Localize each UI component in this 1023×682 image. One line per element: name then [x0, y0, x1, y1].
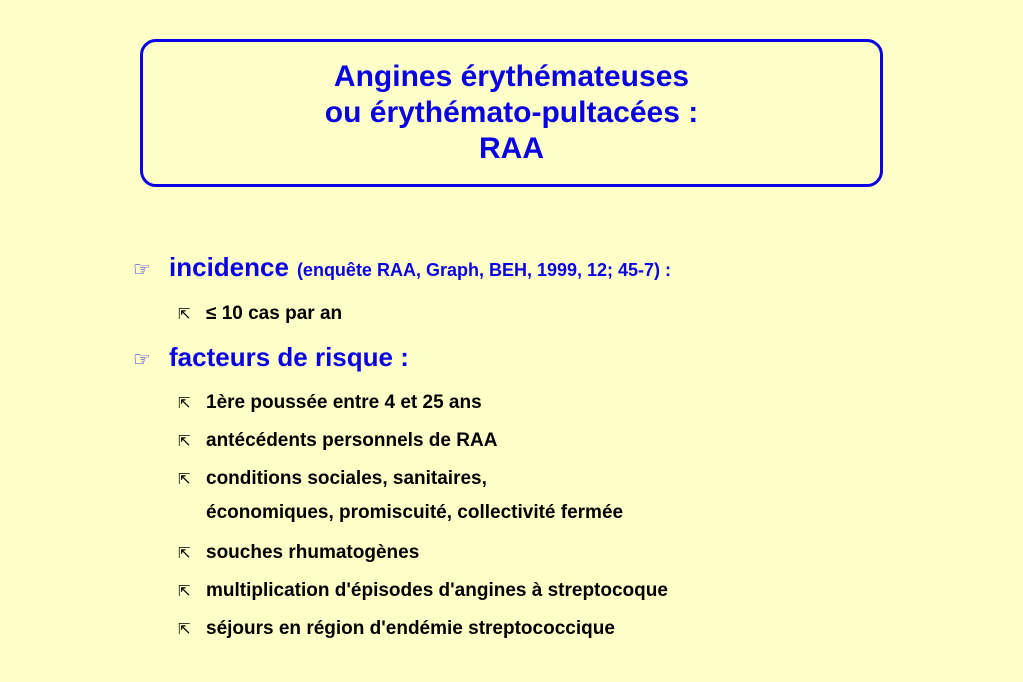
diagonal-arrow-icon: ⇱: [178, 621, 191, 638]
diagonal-arrow-icon: ⇱: [178, 583, 191, 600]
list-item: [178, 574, 668, 609]
list-item-text: ≤ 10 cas par an: [206, 303, 343, 324]
title-line-1: Angines érythémateuses: [333, 60, 690, 93]
diagonal-arrow-icon: ⇱: [178, 545, 191, 562]
section-incidence: [133, 252, 671, 283]
list-item-line-2: économiques, promiscuité, collectivité fermée: [206, 502, 624, 523]
diagonal-arrow-icon: ⇱: [178, 433, 191, 450]
pointing-hand-icon: ☞: [133, 349, 151, 371]
section-risk-factors: [133, 342, 409, 373]
list-item-text: antécédents personnels de RAA: [206, 430, 498, 451]
section-note: (enquête RAA, Graph, BEH, 1999, 12; 45-7) :: [296, 260, 672, 280]
list-item-text: 1ère poussée entre 4 et 25 ans: [206, 392, 482, 413]
section-heading: facteurs de risque :: [169, 342, 409, 372]
title-line-3: RAA: [479, 132, 544, 165]
pointing-hand-icon: ☞: [133, 259, 151, 281]
section-heading: incidence: [169, 252, 289, 282]
list-item: [178, 462, 623, 530]
title-line-2: ou érythémato-pultacées :: [324, 96, 699, 129]
list-item: [178, 612, 615, 647]
diagonal-arrow-icon: ⇱: [178, 395, 191, 412]
list-item-text: séjours en région d'endémie streptococcique: [206, 618, 615, 639]
list-item: [178, 536, 419, 571]
list-item-text: multiplication d'épisodes d'angines à streptocoque: [206, 580, 668, 601]
list-item-text: souches rhumatogènes: [206, 542, 420, 563]
list-item-text: [206, 462, 623, 530]
list-item: [178, 386, 482, 421]
diagonal-arrow-icon: ⇱: [178, 306, 191, 323]
diagonal-arrow-icon: ⇱: [178, 471, 191, 488]
list-item: [178, 297, 342, 332]
list-item: [178, 424, 497, 459]
list-item-line-1: conditions sociales, sanitaires,: [206, 468, 487, 489]
